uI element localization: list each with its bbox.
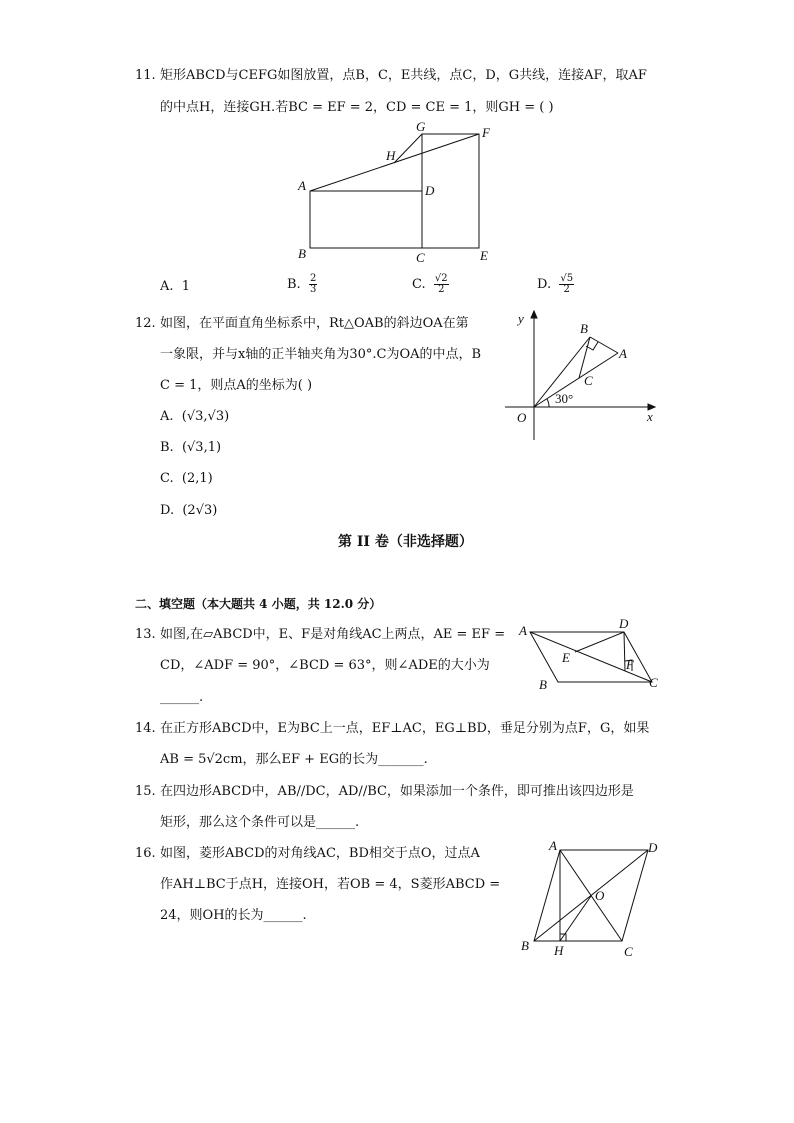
y-axis-arrow [531, 311, 537, 318]
option-letter: D. [537, 277, 552, 292]
label-a: A [619, 346, 627, 361]
q11-figure [290, 118, 500, 268]
option-value: (2,1) [181, 471, 213, 486]
option-letter: B. [160, 440, 174, 455]
q13-number: 13. [135, 627, 156, 642]
part2-title: 第 II 卷（非选择题） [338, 534, 473, 550]
label-g: G [416, 119, 426, 134]
q13-answer-blank[interactable]: ______. [160, 690, 204, 705]
option-value: 1 [181, 279, 191, 294]
q16-figure [512, 836, 672, 966]
label-d: D [619, 616, 629, 631]
option-fraction: $\frac{√2}{2}$ [434, 273, 448, 295]
diagonal-bd [534, 850, 648, 941]
label-o: O [595, 888, 605, 903]
label-c: C [649, 675, 658, 690]
option-letter: C. [412, 277, 426, 292]
segment-oa [534, 353, 618, 407]
segment-ab [590, 337, 618, 353]
label-a: A [298, 178, 306, 193]
q13-text-line2: CD，∠ADF = 90°，∠BCD = 63°，则∠ADE的大小为 [160, 658, 490, 673]
label-h: H [386, 148, 396, 163]
q16-text-line3: 24，则OH的长为______. [160, 908, 307, 923]
q12-number: 12. [135, 316, 156, 331]
label-c: C [416, 250, 425, 265]
q12-text-line2: 一象限，并与x轴的正半轴夹角为30°.C为OA的中点，B [160, 347, 482, 362]
option-letter: C. [160, 471, 174, 486]
q13-figure [515, 615, 665, 695]
label-f: F [482, 125, 490, 140]
label-b: B [298, 246, 306, 261]
option-value: (2√3) [182, 503, 218, 518]
option-value: (√3,√3) [181, 409, 230, 424]
q12-option-d[interactable] [160, 502, 217, 520]
label-angle: 30° [555, 391, 574, 406]
q13-text-line1: 如图,在▱ABCD中，E、F是对角线AC上两点，AE = EF = [160, 627, 506, 642]
option-fraction: $\frac{2}{3}$ [309, 273, 317, 295]
label-o: O [517, 410, 527, 425]
angle-arc [547, 399, 549, 407]
label-e: E [562, 650, 570, 665]
q15-text-line1: 在四边形ABCD中，AB//DC，AD//BC，如果添加一个条件，即可推出该四边形是 [160, 784, 634, 799]
q14-text-line2: AB = 5√2cm，那么EF + EG的长为_______. [160, 752, 428, 767]
q12-option-b[interactable] [160, 439, 221, 457]
label-e: E [480, 248, 488, 263]
q11-text-line1: 矩形ABCD与CEFG如图放置，点B，C，E共线，点C，D，G共线，连接AF，取AF [160, 68, 647, 83]
label-a: A [549, 838, 557, 853]
q16-text-line1: 如图，菱形ABCD的对角线AC，BD相交于点O，过点A [160, 846, 480, 861]
q11-number: 11. [135, 68, 156, 83]
label-y: y [518, 311, 524, 326]
q16-number: 16. [135, 846, 156, 861]
label-d: D [425, 183, 435, 198]
q12-text-line1: 如图，在平面直角坐标系中，Rt△OAB的斜边OA在第 [160, 316, 469, 331]
q11-option-b[interactable] [287, 274, 317, 295]
q14-number: 14. [135, 721, 156, 736]
q12-option-c[interactable] [160, 470, 213, 488]
q11-option-c[interactable] [412, 274, 449, 295]
q15-text-line2: 矩形，那么这个条件可以是______. [160, 815, 360, 830]
option-fraction: $\frac{√5}{2}$ [560, 273, 574, 295]
option-letter: A. [160, 279, 174, 294]
segment-gh [394, 134, 422, 163]
label-b: B [521, 938, 529, 953]
label-d: D [648, 840, 658, 855]
label-b: B [539, 677, 547, 692]
label-f: F [626, 657, 634, 672]
q12-text-line3: C = 1，则点A的坐标为( ) [160, 378, 313, 393]
rect-abcd [310, 191, 422, 248]
option-value: (√3,1) [181, 440, 222, 455]
segment-de [575, 632, 624, 652]
q11-option-d[interactable] [537, 274, 574, 295]
section2-title: 二、填空题（本大题共 4 小题，共 12.0 分） [135, 597, 382, 611]
q16-text-line2: 作AH⊥BC于点H，连接OH，若OB = 4，S菱形ABCD = [160, 877, 501, 892]
label-c: C [584, 373, 593, 388]
q12-figure [505, 305, 665, 445]
label-c: C [624, 944, 633, 959]
option-letter: B. [287, 277, 301, 292]
label-b: B [580, 321, 588, 336]
q11-option-a[interactable] [160, 278, 190, 296]
q15-number: 15. [135, 784, 156, 799]
q14-text-line1: 在正方形ABCD中，E为BC上一点，EF⊥AC，EG⊥BD，垂足分别为点F，G，如果 [160, 721, 650, 736]
segment-df [624, 632, 625, 671]
q12-option-a[interactable] [160, 408, 229, 426]
option-letter: D. [160, 503, 175, 518]
q11-text-line2: 的中点H，连接GH.若BC = EF = 2，CD = CE = 1，则GH = ( ) [160, 100, 554, 115]
option-letter: A. [160, 409, 174, 424]
label-a: A [519, 623, 527, 638]
label-x: x [647, 409, 653, 424]
label-h: H [554, 943, 564, 958]
